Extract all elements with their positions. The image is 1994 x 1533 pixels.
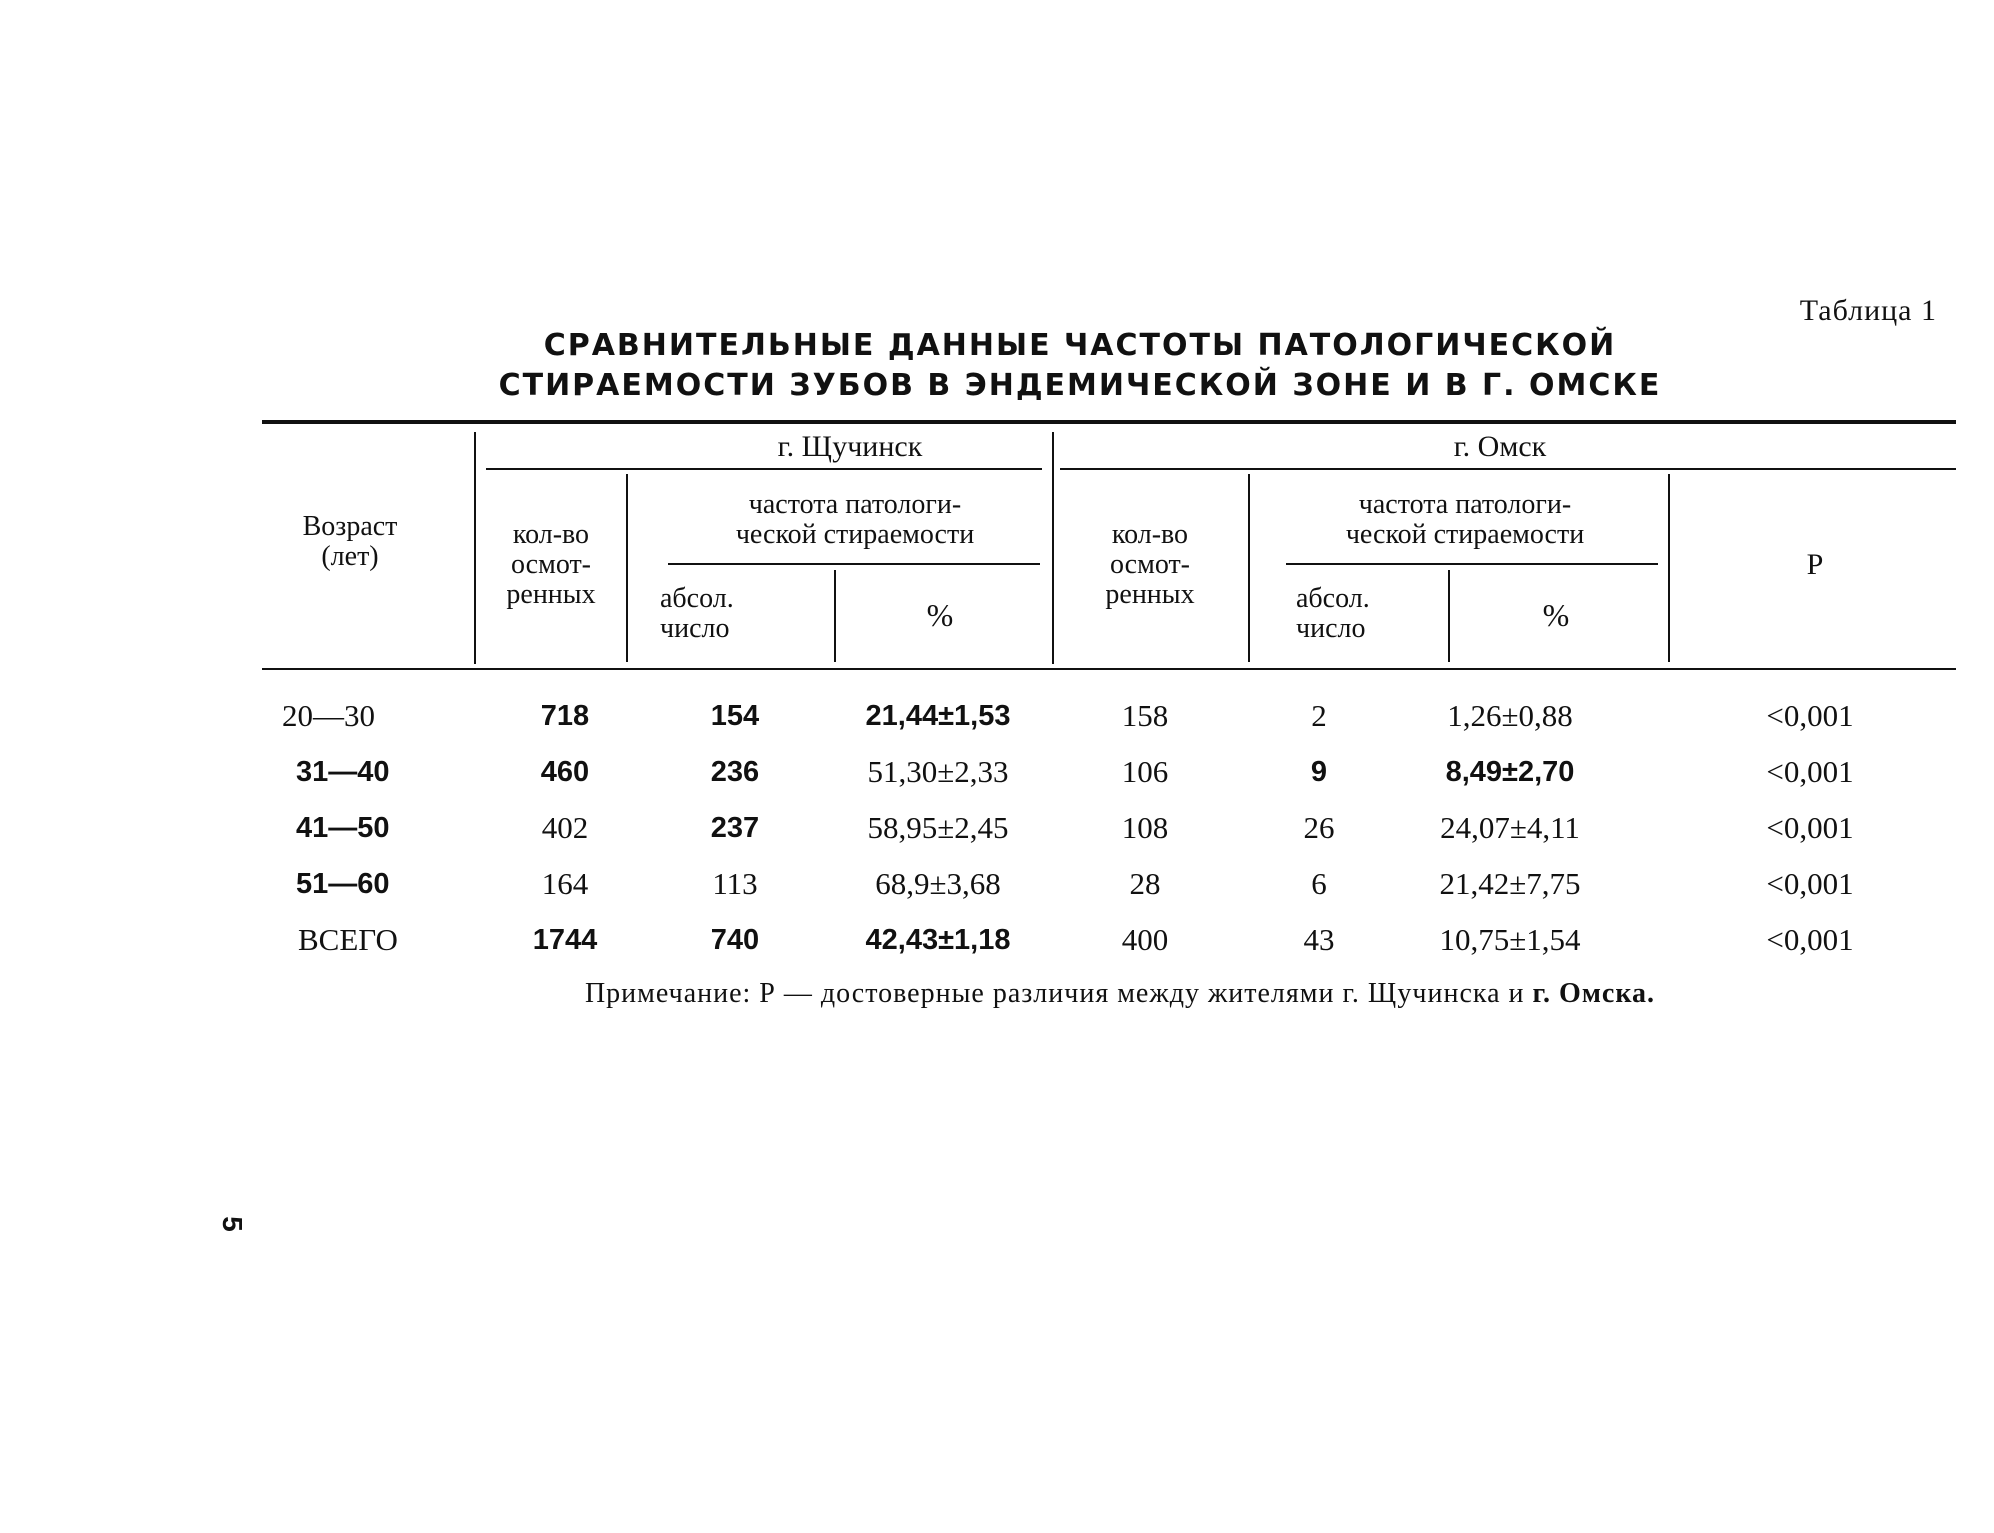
divider-age <box>474 432 476 664</box>
divider-city1-abs <box>834 570 836 662</box>
header-bottom-rule <box>262 668 1956 670</box>
divider-city1-examined <box>626 474 628 662</box>
table-title <box>450 326 1710 406</box>
table-title-line-1: СРАВНИТЕЛЬНЫЕ ДАННЫЕ ЧАСТОТЫ ПАТОЛОГИЧЕСКОЙ <box>543 328 1617 363</box>
cell-city2-percent: 8,49±2,70 <box>1445 756 1575 788</box>
cell-city1-abs: 236 <box>710 756 760 788</box>
cell-city2-percent: 1,26±0,88 <box>1447 698 1573 733</box>
cell-city2-examined: 28 <box>1129 866 1161 901</box>
divider-city2-abs <box>1448 570 1450 662</box>
cell-city2-percent: 10,75±1,54 <box>1439 922 1581 957</box>
header-city1-frequency: частота патологи- ческой стираемости <box>735 489 975 550</box>
city2-group-rule <box>1060 468 1956 470</box>
cell-age: 31—40 <box>296 756 390 788</box>
cell-city2-percent: 24,07±4,11 <box>1440 810 1580 845</box>
cell-p-value: <0,001 <box>1766 698 1854 733</box>
cell-city1-examined: 164 <box>541 866 589 901</box>
cell-city2-abs: 9 <box>1310 756 1328 788</box>
cell-city2-abs: 26 <box>1303 810 1335 845</box>
header-city-shchuchinsk: г. Щучинск <box>777 430 923 463</box>
header-city-omsk: г. Омск <box>1453 430 1547 463</box>
cell-p-value: <0,001 <box>1766 810 1854 845</box>
table-number-label: Таблица 1 <box>1799 294 1937 327</box>
header-city1-percent: % <box>926 597 954 633</box>
cell-age: ВСЕГО <box>298 922 398 957</box>
cell-city1-examined: 460 <box>540 756 590 788</box>
cell-p-value: <0,001 <box>1766 754 1854 789</box>
cell-city1-examined: 402 <box>541 810 589 845</box>
cell-age: 51—60 <box>296 868 390 900</box>
cell-city1-examined: 1744 <box>532 924 598 956</box>
cell-city2-abs: 6 <box>1311 866 1327 901</box>
cell-age: 20—30 <box>282 698 375 733</box>
cell-city1-abs: 237 <box>710 812 760 844</box>
divider-p <box>1668 474 1670 662</box>
cell-age: 41—50 <box>296 812 390 844</box>
divider-city2-examined <box>1248 474 1250 662</box>
city1-frequency-rule <box>668 563 1040 565</box>
table-footnote <box>420 978 1820 1010</box>
cell-city2-examined: 106 <box>1121 754 1169 789</box>
cell-city1-percent: 42,43±1,18 <box>865 924 1011 956</box>
header-city2-frequency: частота патологи- ческой стираемости <box>1345 489 1585 550</box>
footnote-text: Примечание: Р — достоверные различия между жителями г. Щучинска и <box>584 978 1525 1009</box>
cell-city1-abs: 113 <box>712 866 758 901</box>
cell-city1-percent: 68,9±3,68 <box>875 866 1001 901</box>
cell-city1-percent: 51,30±2,33 <box>867 754 1009 789</box>
cell-p-value: <0,001 <box>1766 922 1854 957</box>
header-city1-abs: абсол. число <box>660 583 734 644</box>
top-rule <box>262 420 1956 424</box>
header-p: P <box>1806 548 1824 581</box>
header-city2-examined: кол-во осмот- ренных <box>1105 519 1195 610</box>
cell-city2-examined: 158 <box>1121 698 1169 733</box>
city2-frequency-rule <box>1286 563 1658 565</box>
cell-city1-abs: 740 <box>710 924 760 956</box>
header-city2-abs: абсол. число <box>1296 583 1370 644</box>
page-number: 5 <box>216 1216 248 1232</box>
header-age: Возраст (лет) <box>302 511 398 572</box>
cell-city1-abs: 154 <box>710 700 760 732</box>
cell-city1-percent: 58,95±2,45 <box>867 810 1009 845</box>
city1-group-rule <box>486 468 1042 470</box>
header-city1-examined: кол-во осмот- ренных <box>506 519 596 610</box>
cell-city1-percent: 21,44±1,53 <box>865 700 1011 732</box>
cell-p-value: <0,001 <box>1766 866 1854 901</box>
cell-city2-examined: 400 <box>1121 922 1169 957</box>
divider-cities <box>1052 432 1054 664</box>
cell-city2-examined: 108 <box>1121 810 1169 845</box>
cell-city2-percent: 21,42±7,75 <box>1439 866 1581 901</box>
footnote-city: г. Омска. <box>1532 978 1656 1009</box>
cell-city2-abs: 43 <box>1303 922 1335 957</box>
table-title-line-2: СТИРАЕМОСТИ ЗУБОВ В ЭНДЕМИЧЕСКОЙ ЗОНЕ И В Г. ОМСКЕ <box>498 368 1662 403</box>
cell-city1-examined: 718 <box>540 700 590 732</box>
cell-city2-abs: 2 <box>1311 698 1327 733</box>
header-city2-percent: % <box>1542 597 1570 633</box>
